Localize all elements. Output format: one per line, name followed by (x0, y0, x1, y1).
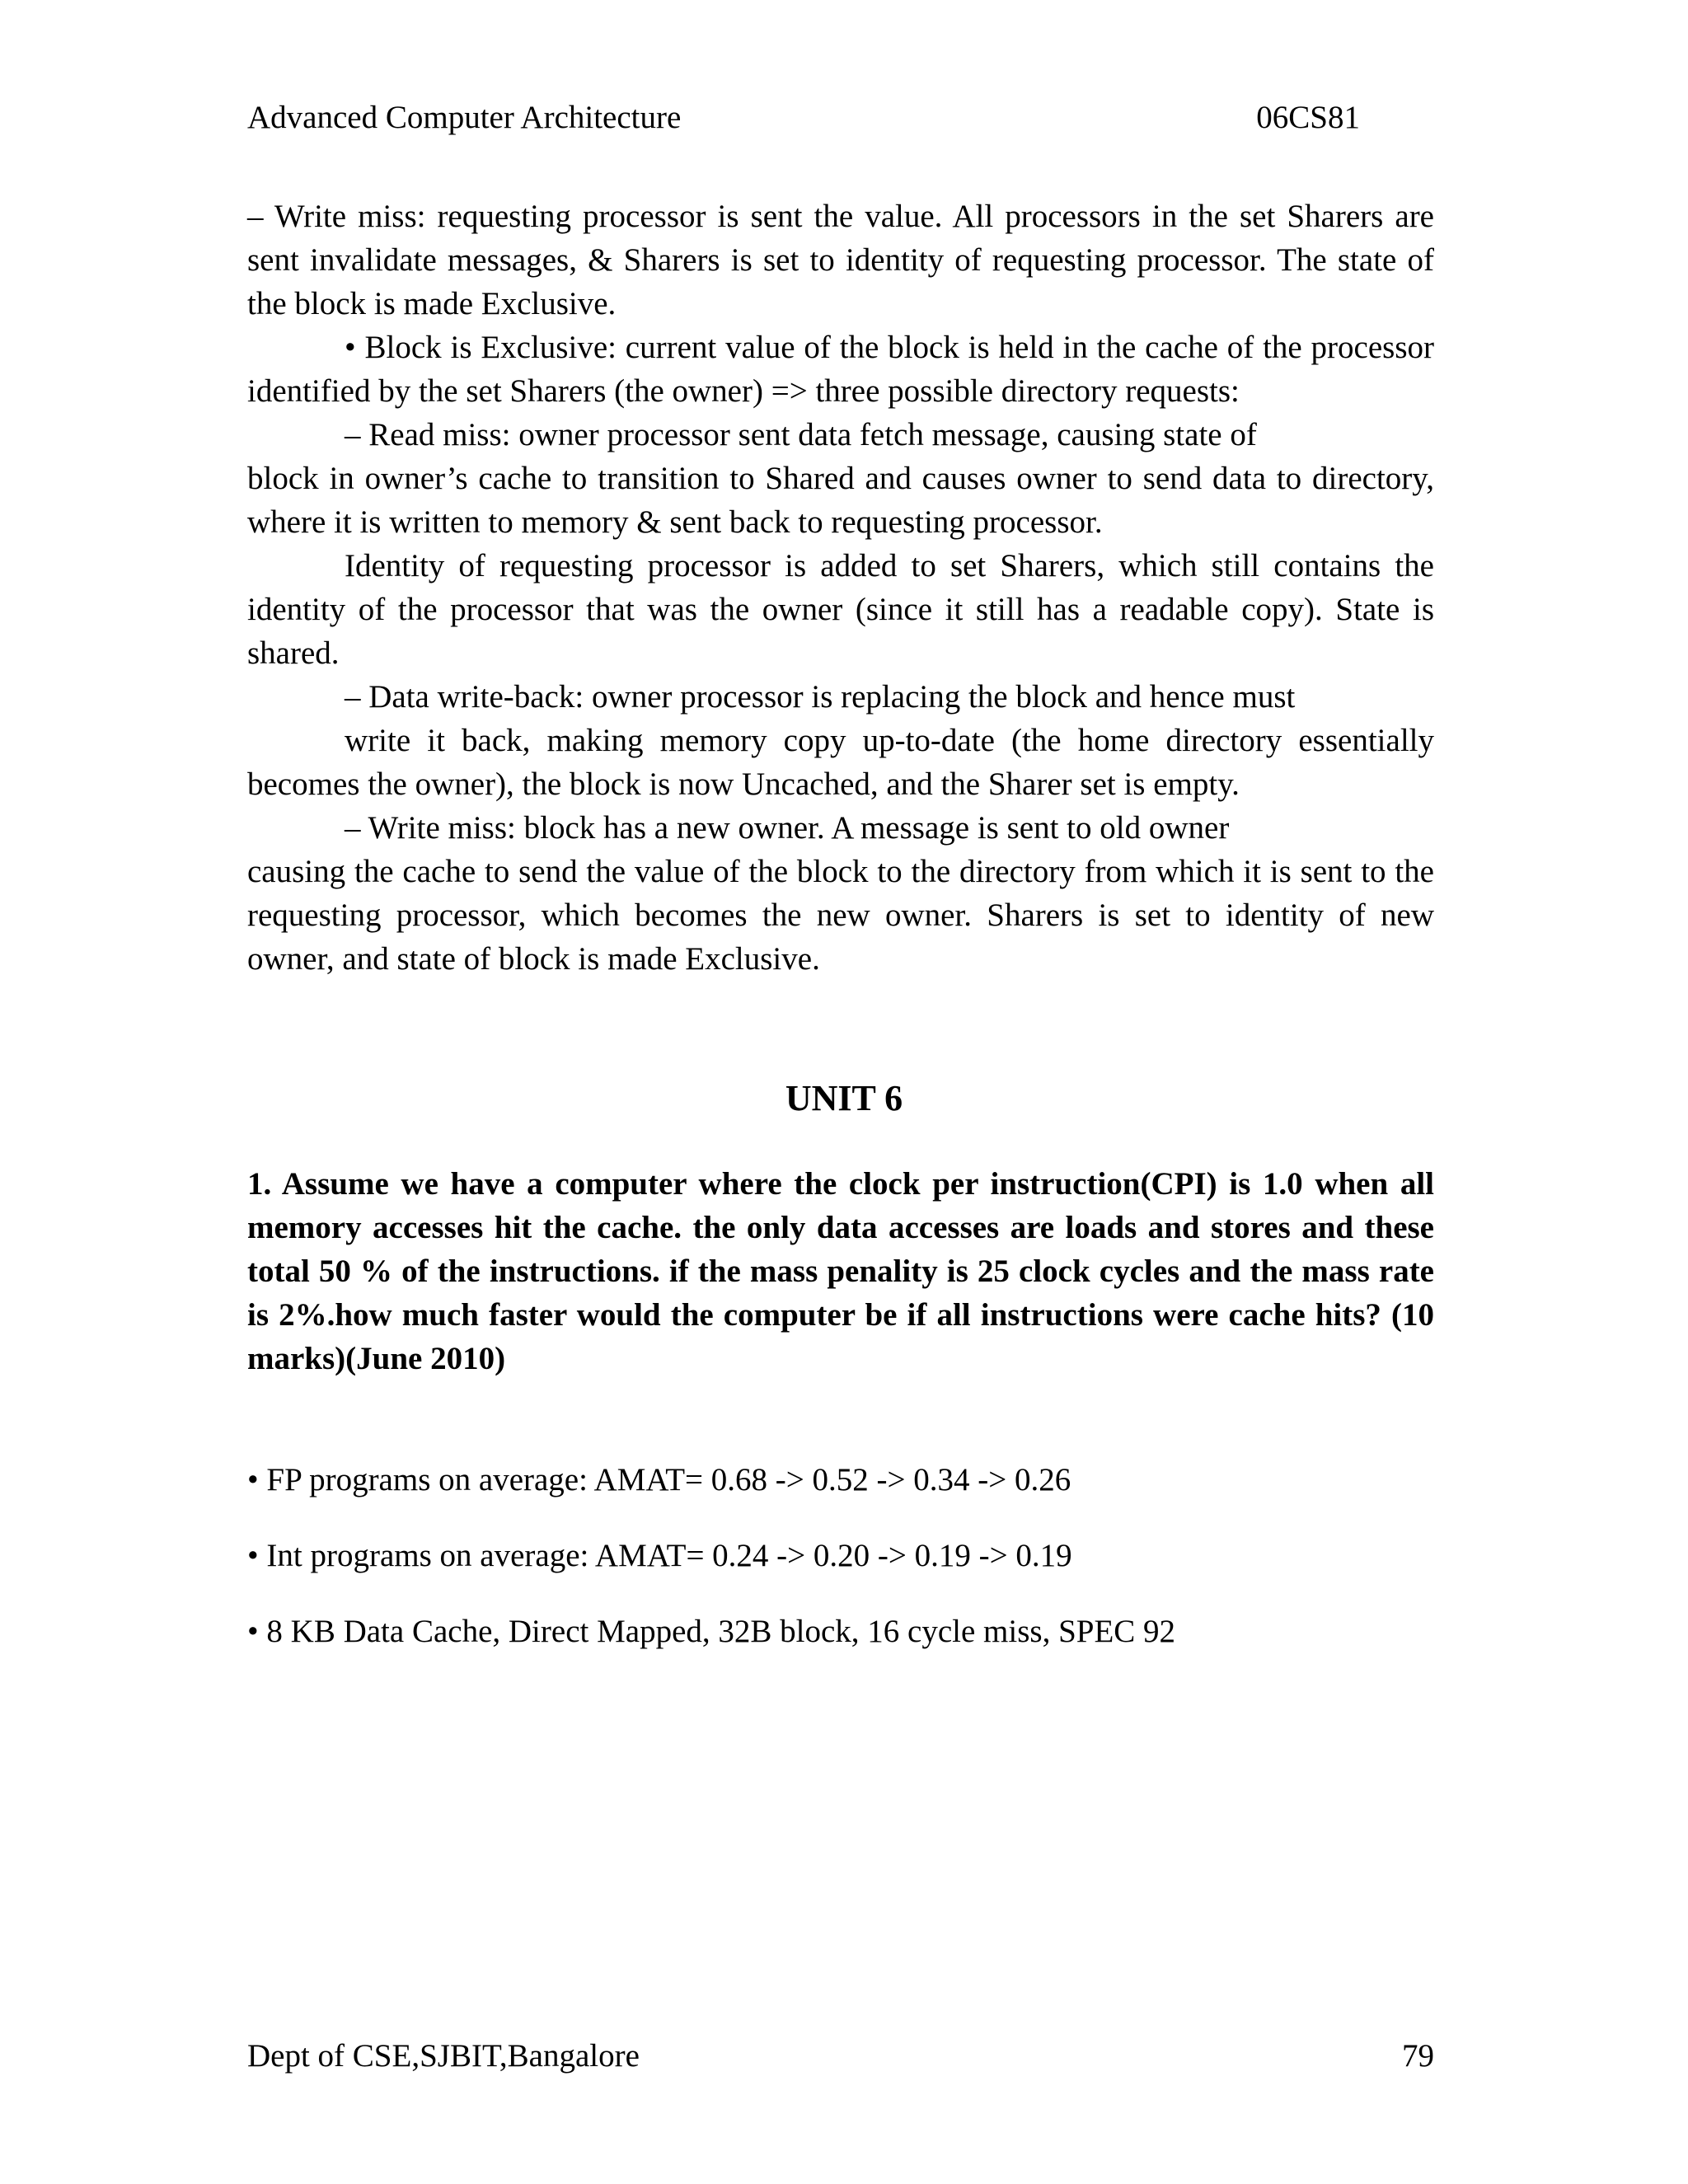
page-header (247, 97, 1360, 138)
paragraph-write-miss: – Write miss: requesting processor is sent the value. All processors in the set Sharers are sent invalidate messages, & Sharers is set to identity of requesting processor. The state of the block is made Exclusive. (247, 199, 1434, 321)
paragraph-block-exclusive: • Block is Exclusive: current value of the block is held in the cache of the processor identified by the set Sharers (the owner) => three possible directory requests: (247, 330, 1434, 409)
list-item: • 8 KB Data Cache, Direct Mapped, 32B block, 16 cycle miss, SPEC 92 (247, 1614, 1176, 1649)
course-code: 06CS81 (1256, 100, 1360, 135)
paragraph-write-back-lead: – Data write-back: owner processor is replacing the block and hence must (345, 679, 1296, 715)
list-item: • FP programs on average: AMAT= 0.68 -> 0.52 -> 0.34 -> 0.26 (247, 1462, 1071, 1497)
body-text (247, 194, 1434, 981)
paragraph-identity: Identity of requesting processor is added to set Sharers, which still contains the identity of the processor that was the owner (since it still has a readable copy). State is shared. (247, 548, 1434, 671)
paragraph-read-miss-lead: – Read miss: owner processor sent data fetch message, causing state of (345, 417, 1257, 452)
page-footer (247, 2036, 1434, 2077)
unit-heading: UNIT 6 (785, 1078, 903, 1118)
paragraph-write-miss-new-owner-body: causing the cache to send the value of the block to the directory from which it is sent to the requesting processor, which becomes the new owner. Sharers is set to identity of new owner, and state of block is made Exclusive. (247, 854, 1434, 977)
document-title: Advanced Computer Architecture (247, 100, 682, 135)
list-item: • Int programs on average: AMAT= 0.24 -> 0.20 -> 0.19 -> 0.19 (247, 1538, 1072, 1573)
paragraph-read-miss-body: block in owner’s cache to transition to Shared and causes owner to send data to directory, where it is written to memory & sent back to requesting processor. (247, 461, 1434, 540)
amat-bullet-list (247, 1459, 1434, 1686)
paragraph-write-back-body: write it back, making memory copy up-to-date (the home directory essentially becomes the owner), the block is now Uncached, and the Sharer set is empty. (247, 723, 1434, 802)
question-1: 1. Assume we have a computer where the clock per instruction(CPI) is 1.0 when all memory accesses hit the cache. the only data accesses are loads and stores and these total 50 % of the instructions. if the mass penality is 25 clock cycles and the mass rate is 2%.how much faster would the computer be if all instructions were cache hits? (10 marks)(June 2010) (247, 1166, 1434, 1376)
paragraph-write-miss-new-owner-lead: – Write miss: block has a new owner. A message is sent to old owner (345, 810, 1230, 846)
page-number: 79 (1402, 2038, 1434, 2074)
department-label: Dept of CSE,SJBIT,Bangalore (247, 2038, 640, 2074)
